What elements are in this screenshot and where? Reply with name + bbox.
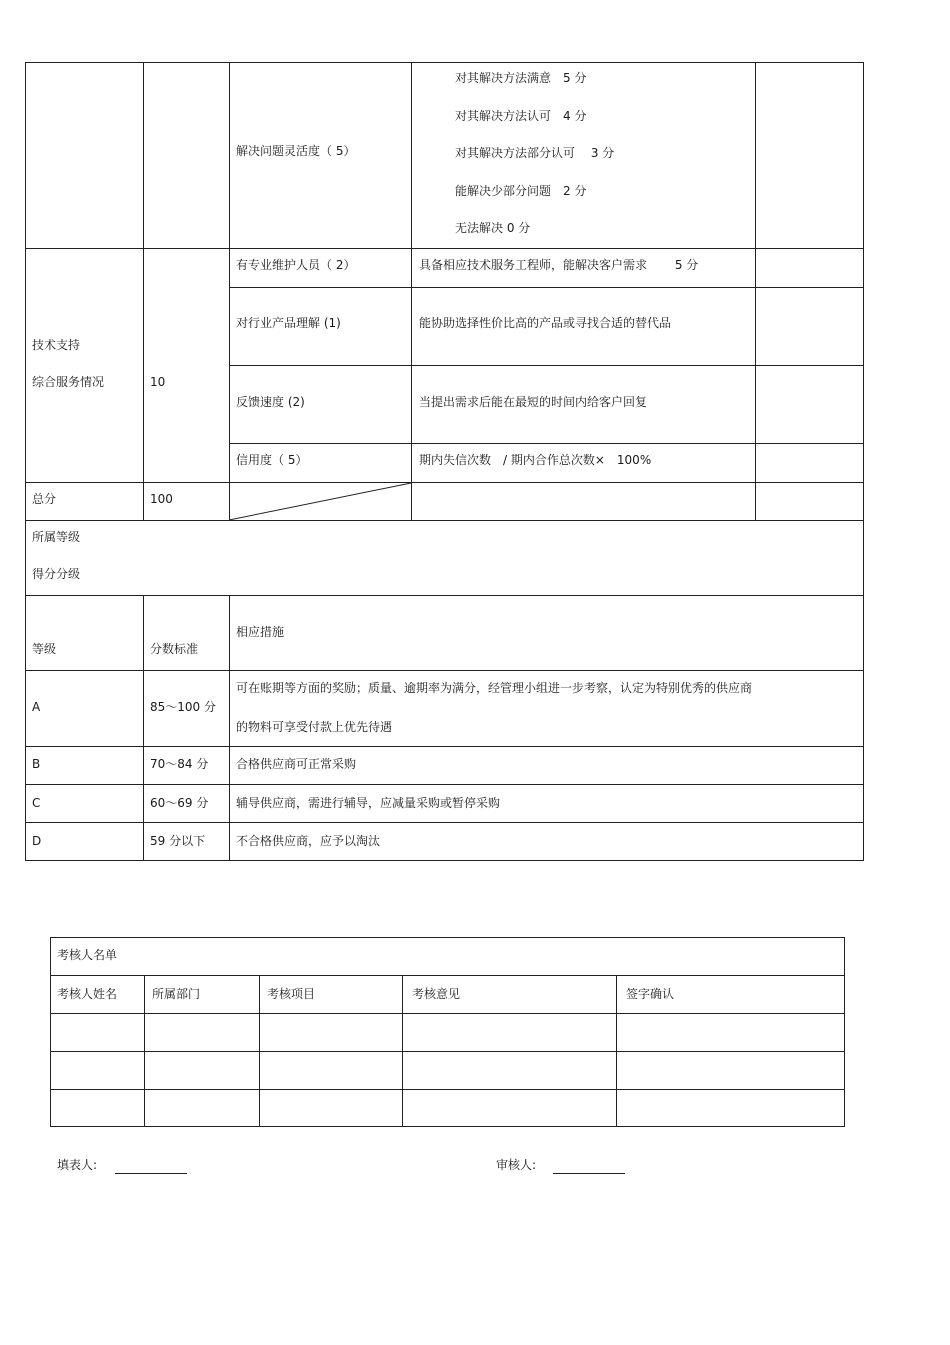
measure-a-2: 的物料可享受付款上优先待遇 xyxy=(236,720,393,734)
measure-b: 合格供应商可正常采购 xyxy=(236,757,357,771)
flex-criteria-3: 对其解决方法部分认可 3 分 xyxy=(455,146,615,160)
reviewer-signature-line[interactable] xyxy=(553,1173,625,1174)
grade-d: D xyxy=(32,834,42,848)
grade-header: 等级 xyxy=(32,642,57,656)
measure-a-1: 可在账期等方面的奖励；质量、逾期率为满分，经管理小组进一步考察，认定为特别优秀的供应商 xyxy=(236,681,753,695)
row-criteria: 具备相应技术服务工程师，能解决客户需求 5 分 xyxy=(419,258,699,272)
reviewer-cell[interactable] xyxy=(145,1014,259,1051)
header-item: 考核项目 xyxy=(267,987,316,1001)
header-department: 所属部门 xyxy=(152,987,201,1001)
filler-label: 填表人: xyxy=(57,1158,98,1172)
header-opinion: 考核意见 xyxy=(412,987,461,1001)
total-label: 总分 xyxy=(32,492,57,506)
row-item: 对行业产品理解 (1) xyxy=(236,316,341,330)
measure-header: 相应措施 xyxy=(236,625,285,639)
reviewer-cell[interactable] xyxy=(51,1014,144,1051)
score-c: 60～69 分 xyxy=(150,796,209,810)
row-criteria: 当提出需求后能在最短的时间内给客户回复 xyxy=(419,395,648,409)
row-item: 信用度（ 5） xyxy=(236,453,308,467)
grade-b: B xyxy=(32,757,41,771)
measure-d: 不合格供应商，应予以淘汰 xyxy=(236,834,381,848)
tech-weight: 10 xyxy=(150,375,166,389)
reviewer-cell[interactable] xyxy=(617,1014,844,1051)
row-item: 有专业维护人员（ 2） xyxy=(236,258,356,272)
grade-a: A xyxy=(32,700,41,714)
score-d: 59 分以下 xyxy=(150,834,206,848)
score-b: 70～84 分 xyxy=(150,757,209,771)
grade-c: C xyxy=(32,796,41,810)
row-item: 反馈速度 (2) xyxy=(236,395,305,409)
flex-criteria-2: 对其解决方法认可 4 分 xyxy=(455,109,587,123)
reviewer-cell[interactable] xyxy=(260,1014,402,1051)
header-reviewer-name: 考核人姓名 xyxy=(57,987,118,1001)
score-header: 分数标准 xyxy=(150,642,199,656)
flex-criteria-1: 对其解决方法满意 5 分 xyxy=(455,71,587,85)
diagonal-slash xyxy=(229,482,412,521)
header-signature: 签字确认 xyxy=(626,987,675,1001)
filler-signature-line[interactable] xyxy=(115,1173,187,1174)
flex-item-label: 解决问题灵活度（ 5） xyxy=(236,144,356,158)
score-grade-label: 得分分级 xyxy=(32,567,81,581)
total-value: 100 xyxy=(150,492,173,506)
reviewer-cell[interactable] xyxy=(403,1014,616,1051)
tech-support-label: 技术支持 xyxy=(32,338,81,352)
row-criteria: 能协助选择性价比高的产品或寻找合适的替代品 xyxy=(419,316,672,330)
measure-c: 辅导供应商，需进行辅导，应减量采购或暂停采购 xyxy=(236,796,501,810)
reviewer-label: 审核人: xyxy=(496,1158,537,1172)
row-criteria: 期内失信次数 / 期内合作总次数× 100% xyxy=(419,453,652,467)
flex-criteria-5: 无法解决 0 分 xyxy=(455,221,531,235)
service-label: 综合服务情况 xyxy=(32,375,105,389)
level-label: 所属等级 xyxy=(32,530,81,544)
flex-criteria-4: 能解决少部分问题 2 分 xyxy=(455,184,587,198)
score-a: 85～100 分 xyxy=(150,700,216,714)
reviewer-table-title: 考核人名单 xyxy=(57,948,118,962)
